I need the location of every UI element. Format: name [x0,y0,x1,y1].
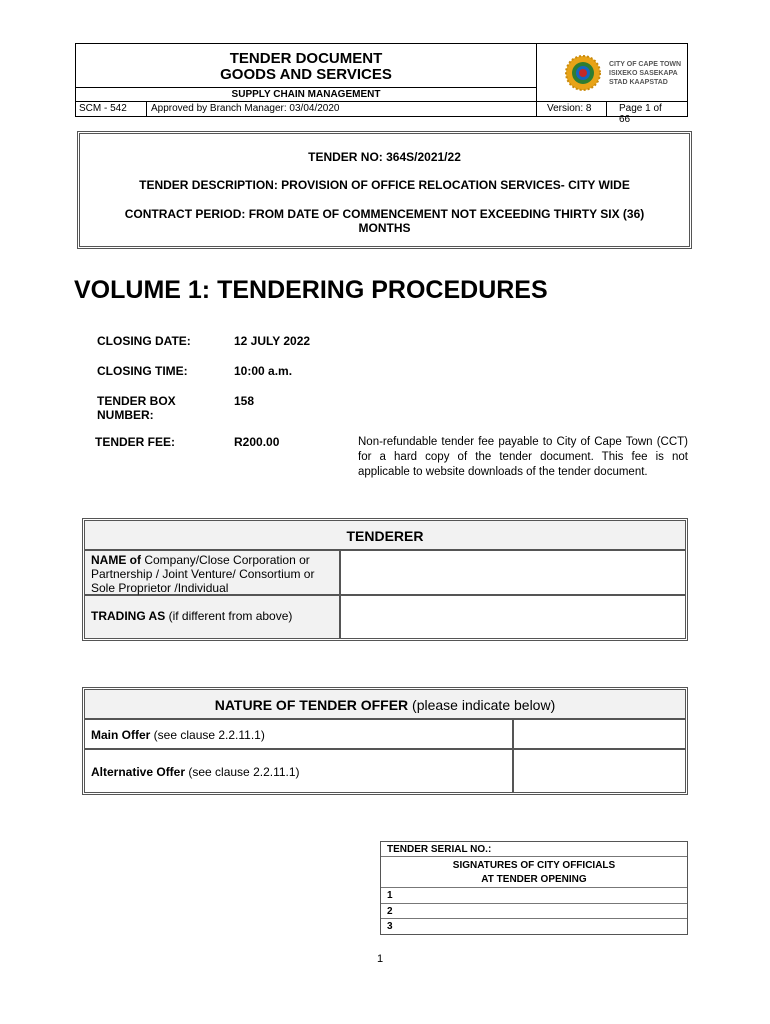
signature-row-number: 3 [387,921,393,932]
logo-text-line3: STAD KAAPSTAD [609,79,668,86]
footer-page-number: 1 [377,953,384,965]
approval-cell [146,101,537,117]
tender-fee-note: Non-refundable tender fee payable to City of Cape Town (CCT) for a hard copy of the tender document. This fee is not applicable to website downloads of the tender document. [358,436,688,478]
tender-fee-value: R200.00 [234,435,280,449]
header-subtitle: SUPPLY CHAIN MANAGEMENT [231,89,381,100]
tenderer-name-label-bold: NAME of [91,553,141,567]
header-title-line2: GOODS AND SERVICES [220,66,392,83]
tenderer-name-label-cell [85,551,341,596]
offer-table [82,687,688,795]
tender-description: TENDER DESCRIPTION: PROVISION OF OFFICE RELOCATION SERVICES- CITY WIDE [139,178,630,192]
alternative-offer-label-rest: (see clause 2.2.11.1) [185,765,300,779]
main-offer-label-bold: Main Offer [91,728,151,742]
signature-row-number: 1 [387,890,393,901]
closing-date-value: 12 JULY 2022 [234,334,311,348]
closing-time-value: 10:00 a.m. [234,364,293,378]
main-offer-input[interactable] [514,720,685,750]
tender-box-label-line1: TENDER BOX [97,394,176,408]
trading-as-input[interactable] [341,596,685,638]
page-count-text: Page 1 of 66 [619,103,662,125]
header-divider [76,87,536,88]
tenderer-heading: TENDERER [85,521,685,551]
approval-text: Approved by Branch Manager: 03/04/2020 [151,103,340,114]
version-cell [536,101,607,117]
page-cell [606,101,688,125]
offer-heading [85,690,685,720]
doc-code-cell [75,101,147,117]
signature-row-3[interactable] [381,919,687,934]
tender-box-value: 158 [234,394,255,408]
header-logo-cell [536,43,688,102]
signature-row-number: 2 [387,906,393,917]
main-offer-label-rest: (see clause 2.2.11.1) [150,728,265,742]
signatures-table [380,841,688,935]
tenderer-table [82,518,688,641]
tender-number: TENDER NO: 364S/2021/22 [308,150,461,164]
tender-box-label-line2: NUMBER: [97,408,154,422]
signature-row-2[interactable] [381,904,687,919]
header-title-line1: TENDER DOCUMENT [229,50,383,67]
tender-fee-label: TENDER FEE: [95,435,176,449]
trading-as-label-cell [85,596,341,638]
main-offer-label-cell [85,720,514,750]
volume-title: VOLUME 1: TENDERING PROCEDURES [74,276,548,304]
alternative-offer-label-cell [85,750,514,792]
tender-info-box [77,131,692,249]
signatures-heading [381,857,687,888]
logo-text-line1: CITY OF CAPE TOWN [609,61,682,68]
version-text: Version: 8 [547,103,592,114]
tender-serial-label: TENDER SERIAL NO.: [381,842,687,857]
offer-heading-rest: (please indicate below) [408,697,556,713]
header-title-cell [75,43,537,102]
city-logo-icon [563,55,603,91]
closing-date-label: CLOSING DATE: [97,334,191,348]
alternative-offer-label-bold: Alternative Offer [91,765,186,779]
logo-text-line2: ISIXEKO SASEKAPA [609,70,678,77]
tenderer-name-label-rest: Company/Close Corporation or Partnership / Joint Venture/ Consortium or Sole Proprietor /Individual [91,553,315,595]
trading-as-label-bold: TRADING AS [91,609,166,623]
trading-as-label-rest: (if different from above) [165,609,293,623]
signatures-heading-line1: SIGNATURES OF CITY OFFICIALS [452,860,616,871]
doc-code: SCM - 542 [79,103,127,114]
tenderer-name-input[interactable] [341,551,685,596]
closing-time-label: CLOSING TIME: [97,364,188,378]
offer-heading-bold: NATURE OF TENDER OFFER [214,697,409,713]
contract-period-line2: MONTHS [358,221,411,235]
signature-row-1[interactable] [381,888,687,904]
alternative-offer-input[interactable] [514,750,685,792]
signatures-heading-line2: AT TENDER OPENING [481,874,587,885]
contract-period-line1: CONTRACT PERIOD: FROM DATE OF COMMENCEMENT NOT EXCEEDING THIRTY SIX (36) [124,207,645,221]
